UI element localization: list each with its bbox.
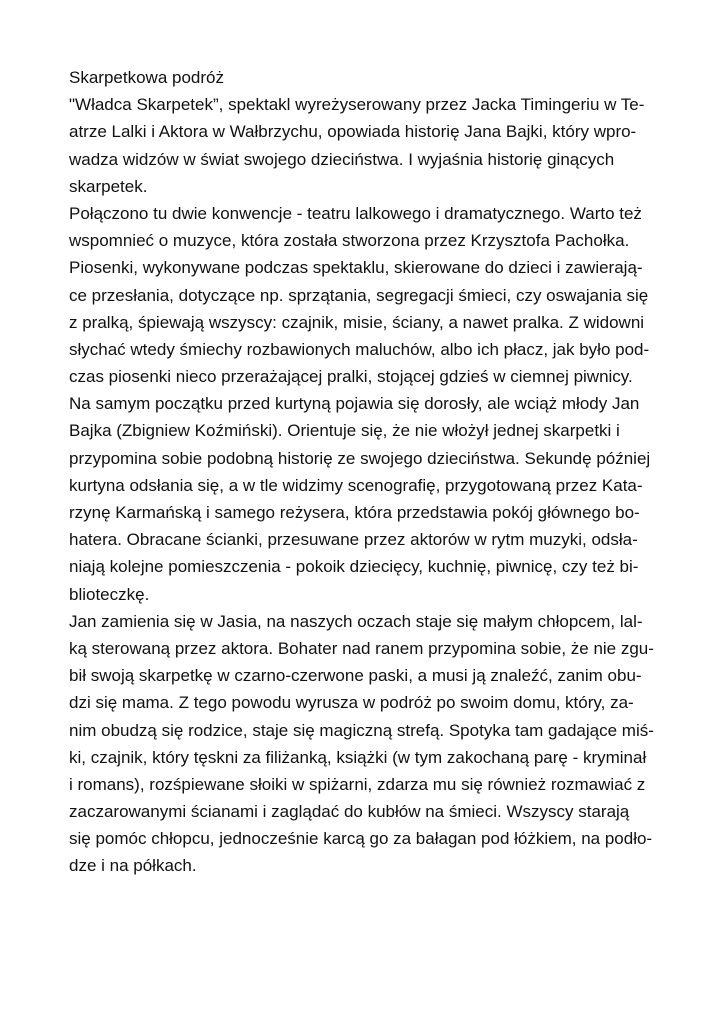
text-line: i romans), rozśpiewane słoiki w spiżarni, zdarza mu się również rozmawiać z (69, 774, 646, 794)
text-line: dzi się mama. Z tego powodu wyrusza w podróż po swoim domu, który, za- (69, 693, 634, 713)
text-line: Na samym początku przed kurtyną pojawia się dorosły, ale wciąż młody Jan (69, 394, 640, 414)
text-line: zaczarowanymi ścianami i zaglądać do kubłów na śmieci. Wszyscy starają (69, 802, 630, 822)
text-line: się pomóc chłopcu, jednocześnie karcą go za bałagan pod łóżkiem, na podło- (69, 829, 653, 849)
text-line: bił swoją skarpetkę w czarno-czerwone paski, a musi ją znaleźć, zanim obu- (69, 666, 642, 686)
text-line: hatera. Obracane ścianki, przesuwane przez aktorów w rytm muzyki, odsła- (69, 530, 638, 550)
text-line: ki, czajnik, który tęskni za filiżanką, książki (w tym zakochaną parę - kryminał (69, 747, 647, 767)
text-line: rzynę Karmańską i samego reżysera, która przedstawia pokój głównego bo- (69, 503, 640, 522)
text-line: skarpetek. (69, 176, 148, 196)
text-line: Piosenki, wykonywane podczas spektaklu, skierowane do dzieci i zawierają- (69, 258, 643, 278)
text-line: wadza widzów w świat swojego dzieciństwa. I wyjaśnia historię ginących (69, 149, 615, 169)
text-line: ce przesłania, dotyczące np. sprzątania, segregacji śmieci, czy oswajania się (69, 285, 649, 305)
text-line: Jan zamienia się w Jasia, na naszych oczach staje się małym chłopcem, lal- (69, 611, 643, 631)
document-body (69, 64, 669, 880)
text-line: dze i na półkach. (69, 856, 197, 876)
text-line: niają kolejne pomieszczenia - pokoik dziecięcy, kuchnię, piwnicę, czy też bi- (69, 557, 639, 577)
text-line: kurtyna odsłania się, a w tle widzimy scenografię, przygotowaną przez Kata- (69, 475, 643, 495)
text-line: blioteczkę. (69, 584, 150, 604)
text-line: wspomnieć o muzyce, która została stworzona przez Krzysztofa Pachołka. (69, 231, 630, 251)
text-line: nim obudzą się rodzice, staje się magiczną strefą. Spotyka tam gadające miś- (69, 720, 654, 740)
text-line: "Władca Skarpetek”, spektakl wyreżyserowany przez Jacka Timingeriu w Te- (69, 95, 645, 115)
text-line: słychać wtedy śmiechy rozbawionych maluchów, albo ich płacz, jak było pod- (69, 339, 650, 359)
text-line: Połączono tu dwie konwencje - teatru lalkowego i dramatycznego. Warto też (69, 203, 642, 223)
document-title: Skarpetkowa podróż (69, 68, 224, 87)
text-line: atrze Lalki i Aktora w Wałbrzychu, opowiada historię Jana Bajki, który wpro- (69, 122, 637, 142)
text-line: czas piosenki nieco przerażającej pralki, stojącej gdzieś w ciemnej piwnicy. (69, 367, 633, 387)
text-line: przypomina sobie podobną historię ze swojego dzieciństwa. Sekundę później (69, 448, 651, 468)
text-line: ką sterowaną przez aktora. Bohater nad ranem przypomina sobie, że nie zgu- (69, 638, 654, 658)
text-line: Bajka (Zbigniew Koźmiński). Orientuje się, że nie włożył jednej skarpetki i (69, 421, 620, 441)
text-line: z pralką, śpiewają wszyscy: czajnik, misie, ściany, a nawet pralka. Z widowni (69, 312, 645, 332)
